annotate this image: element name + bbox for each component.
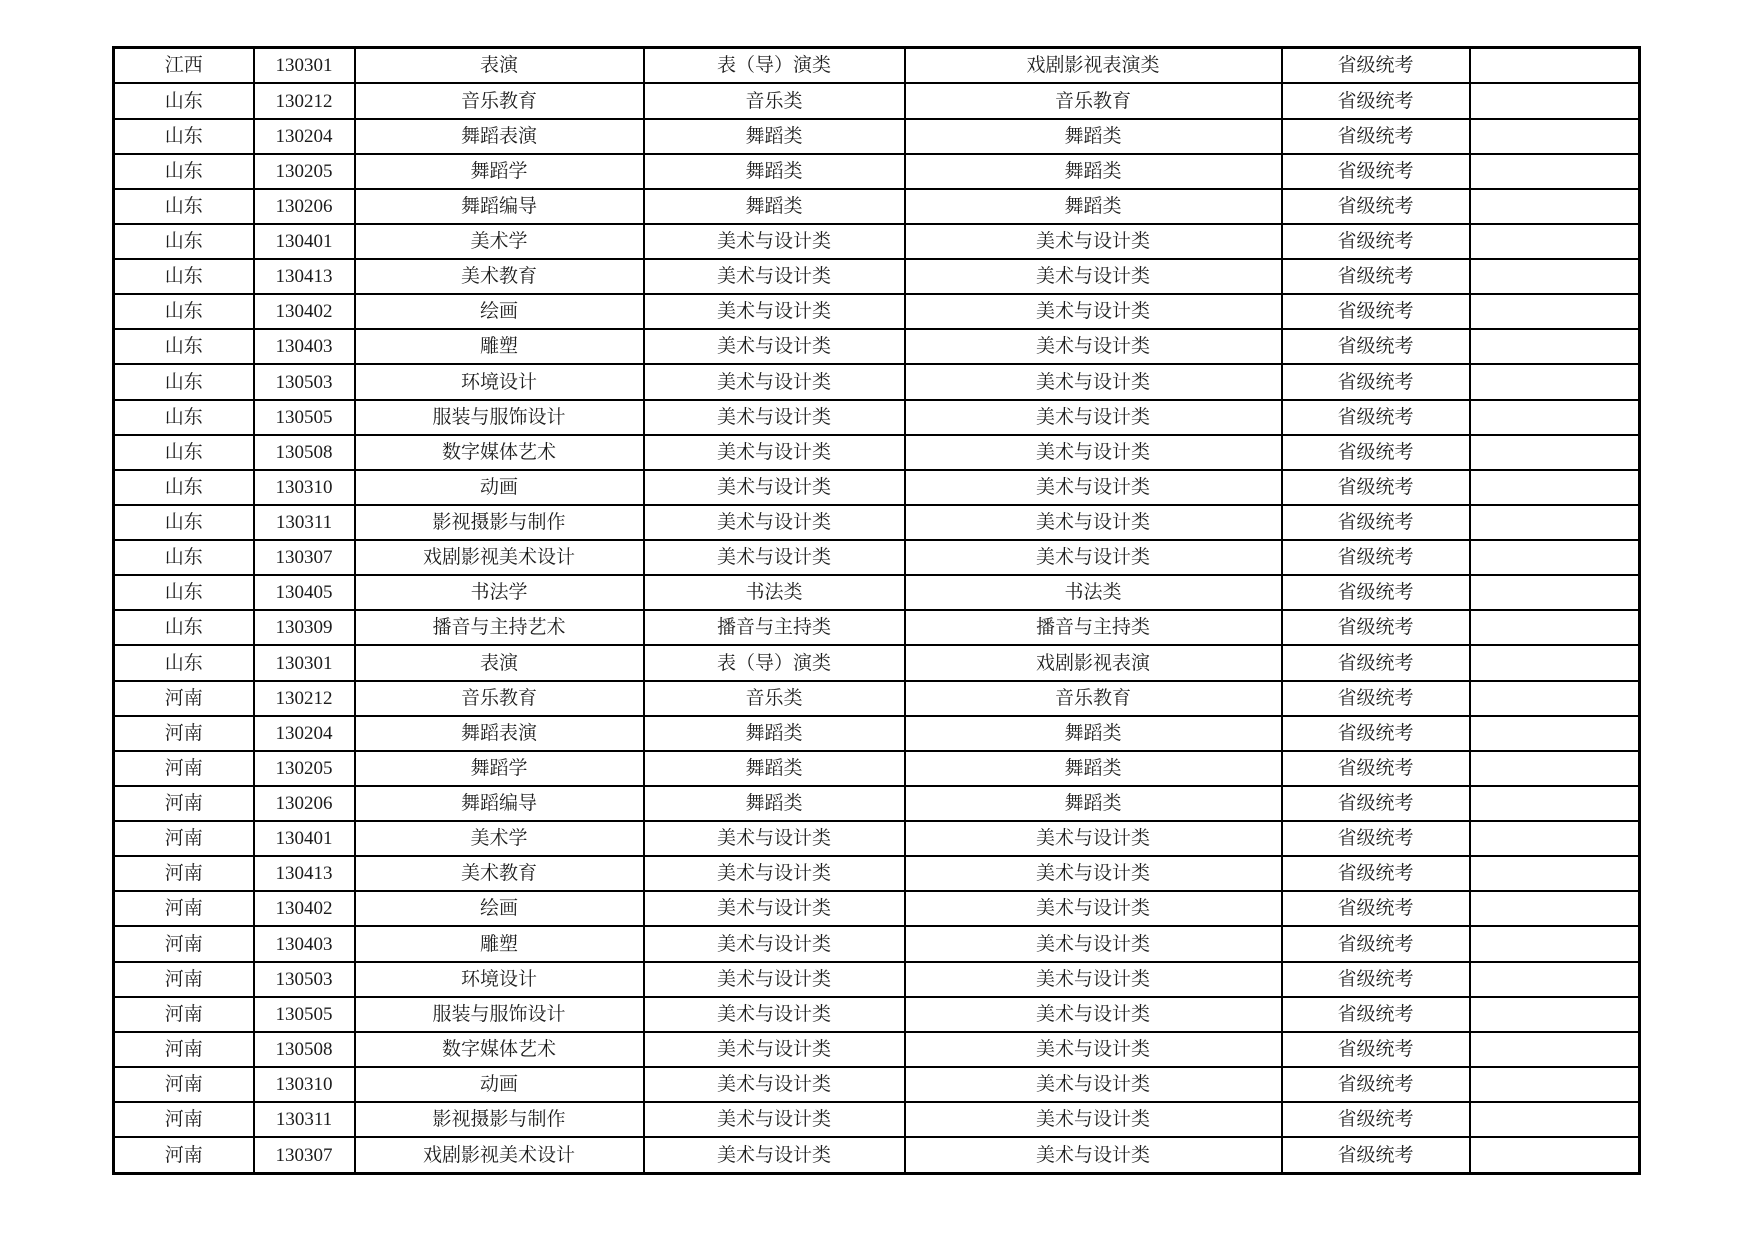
cell-major-code: 130505 (254, 400, 355, 435)
cell-major-name: 雕塑 (355, 329, 644, 364)
cell-major-code: 130206 (254, 189, 355, 224)
cell-province: 河南 (114, 821, 254, 856)
cell-exam-type: 省级统考 (1282, 821, 1470, 856)
cell-major-code: 130413 (254, 259, 355, 294)
cell-major-code: 130301 (254, 48, 355, 84)
cell-major-name: 美术教育 (355, 856, 644, 891)
cell-province: 河南 (114, 926, 254, 961)
cell-exam-subcategory: 美术与设计类 (905, 259, 1282, 294)
cell-major-code: 130309 (254, 610, 355, 645)
cell-exam-category: 美术与设计类 (644, 1137, 905, 1173)
cell-major-name: 环境设计 (355, 962, 644, 997)
cell-major-name: 舞蹈编导 (355, 189, 644, 224)
table-row (114, 224, 1640, 259)
cell-province: 山东 (114, 364, 254, 399)
cell-province: 山东 (114, 610, 254, 645)
cell-exam-type: 省级统考 (1282, 786, 1470, 821)
cell-exam-subcategory: 音乐教育 (905, 83, 1282, 118)
cell-note (1470, 681, 1640, 716)
cell-exam-subcategory: 戏剧影视表演类 (905, 48, 1282, 84)
cell-exam-category: 美术与设计类 (644, 294, 905, 329)
cell-note (1470, 189, 1640, 224)
cell-province: 河南 (114, 1067, 254, 1102)
cell-major-name: 绘画 (355, 891, 644, 926)
cell-exam-subcategory: 美术与设计类 (905, 1102, 1282, 1137)
cell-exam-category: 美术与设计类 (644, 329, 905, 364)
cell-note (1470, 364, 1640, 399)
cell-exam-category: 舞蹈类 (644, 716, 905, 751)
cell-exam-type: 省级统考 (1282, 751, 1470, 786)
table-row (114, 821, 1640, 856)
cell-note (1470, 435, 1640, 470)
cell-note (1470, 997, 1640, 1032)
cell-major-name: 环境设计 (355, 364, 644, 399)
cell-exam-category: 舞蹈类 (644, 119, 905, 154)
cell-major-code: 130307 (254, 540, 355, 575)
cell-note (1470, 470, 1640, 505)
cell-exam-category: 美术与设计类 (644, 1102, 905, 1137)
cell-exam-category: 音乐类 (644, 681, 905, 716)
cell-exam-category: 美术与设计类 (644, 997, 905, 1032)
cell-exam-category: 美术与设计类 (644, 821, 905, 856)
cell-major-code: 130310 (254, 1067, 355, 1102)
cell-province: 山东 (114, 400, 254, 435)
cell-exam-category: 美术与设计类 (644, 505, 905, 540)
cell-note (1470, 1102, 1640, 1137)
cell-major-code: 130310 (254, 470, 355, 505)
cell-exam-type: 省级统考 (1282, 716, 1470, 751)
table-row (114, 154, 1640, 189)
cell-exam-category: 舞蹈类 (644, 786, 905, 821)
cell-note (1470, 259, 1640, 294)
cell-province: 河南 (114, 681, 254, 716)
cell-major-name: 绘画 (355, 294, 644, 329)
cell-major-code: 130311 (254, 1102, 355, 1137)
cell-exam-subcategory: 美术与设计类 (905, 435, 1282, 470)
cell-province: 山东 (114, 645, 254, 680)
cell-exam-category: 美术与设计类 (644, 926, 905, 961)
cell-major-code: 130413 (254, 856, 355, 891)
cell-exam-subcategory: 音乐教育 (905, 681, 1282, 716)
cell-exam-type: 省级统考 (1282, 645, 1470, 680)
cell-major-code: 130503 (254, 962, 355, 997)
table-row (114, 891, 1640, 926)
cell-province: 山东 (114, 154, 254, 189)
cell-exam-type: 省级统考 (1282, 329, 1470, 364)
cell-note (1470, 1067, 1640, 1102)
cell-province: 山东 (114, 435, 254, 470)
cell-province: 河南 (114, 891, 254, 926)
cell-exam-type: 省级统考 (1282, 962, 1470, 997)
cell-exam-type: 省级统考 (1282, 154, 1470, 189)
cell-exam-subcategory: 美术与设计类 (905, 329, 1282, 364)
table-row (114, 962, 1640, 997)
cell-major-name: 表演 (355, 48, 644, 84)
cell-exam-type: 省级统考 (1282, 364, 1470, 399)
cell-exam-type: 省级统考 (1282, 891, 1470, 926)
cell-exam-subcategory: 播音与主持类 (905, 610, 1282, 645)
cell-note (1470, 48, 1640, 84)
cell-exam-category: 美术与设计类 (644, 1032, 905, 1067)
cell-major-code: 130403 (254, 926, 355, 961)
cell-exam-subcategory: 舞蹈类 (905, 786, 1282, 821)
cell-exam-category: 美术与设计类 (644, 224, 905, 259)
cell-major-code: 130301 (254, 645, 355, 680)
cell-province: 山东 (114, 294, 254, 329)
majors-table-body (114, 48, 1640, 1174)
table-row (114, 259, 1640, 294)
cell-major-name: 舞蹈表演 (355, 716, 644, 751)
cell-exam-type: 省级统考 (1282, 540, 1470, 575)
table-row (114, 83, 1640, 118)
cell-major-name: 影视摄影与制作 (355, 505, 644, 540)
cell-major-code: 130508 (254, 1032, 355, 1067)
cell-major-name: 服装与服饰设计 (355, 400, 644, 435)
cell-exam-category: 美术与设计类 (644, 435, 905, 470)
table-row (114, 856, 1640, 891)
cell-note (1470, 856, 1640, 891)
cell-note (1470, 926, 1640, 961)
table-row (114, 505, 1640, 540)
cell-major-name: 播音与主持艺术 (355, 610, 644, 645)
cell-exam-type: 省级统考 (1282, 48, 1470, 84)
cell-province: 河南 (114, 1032, 254, 1067)
cell-exam-subcategory: 美术与设计类 (905, 891, 1282, 926)
cell-exam-type: 省级统考 (1282, 259, 1470, 294)
cell-major-code: 130204 (254, 119, 355, 154)
cell-major-code: 130205 (254, 751, 355, 786)
cell-major-code: 130212 (254, 681, 355, 716)
cell-exam-type: 省级统考 (1282, 470, 1470, 505)
table-row (114, 470, 1640, 505)
cell-note (1470, 962, 1640, 997)
cell-province: 山东 (114, 575, 254, 610)
cell-province: 山东 (114, 83, 254, 118)
cell-note (1470, 645, 1640, 680)
cell-exam-type: 省级统考 (1282, 83, 1470, 118)
cell-major-code: 130307 (254, 1137, 355, 1173)
cell-exam-category: 舞蹈类 (644, 154, 905, 189)
cell-exam-subcategory: 美术与设计类 (905, 997, 1282, 1032)
cell-note (1470, 294, 1640, 329)
cell-exam-type: 省级统考 (1282, 119, 1470, 154)
cell-note (1470, 751, 1640, 786)
cell-exam-type: 省级统考 (1282, 294, 1470, 329)
cell-province: 江西 (114, 48, 254, 84)
cell-major-name: 表演 (355, 645, 644, 680)
cell-major-code: 130204 (254, 716, 355, 751)
table-row (114, 716, 1640, 751)
cell-exam-type: 省级统考 (1282, 926, 1470, 961)
table-row (114, 435, 1640, 470)
cell-exam-subcategory: 美术与设计类 (905, 540, 1282, 575)
table-row (114, 400, 1640, 435)
cell-exam-subcategory: 美术与设计类 (905, 364, 1282, 399)
cell-major-code: 130503 (254, 364, 355, 399)
cell-major-code: 130403 (254, 329, 355, 364)
cell-exam-type: 省级统考 (1282, 224, 1470, 259)
table-row (114, 1102, 1640, 1137)
table-row (114, 48, 1640, 84)
cell-exam-type: 省级统考 (1282, 856, 1470, 891)
cell-major-name: 舞蹈表演 (355, 119, 644, 154)
cell-major-name: 戏剧影视美术设计 (355, 540, 644, 575)
cell-exam-subcategory: 美术与设计类 (905, 926, 1282, 961)
cell-major-code: 130402 (254, 891, 355, 926)
table-row (114, 1067, 1640, 1102)
cell-major-code: 130405 (254, 575, 355, 610)
table-row (114, 1137, 1640, 1173)
cell-note (1470, 329, 1640, 364)
cell-major-code: 130505 (254, 997, 355, 1032)
cell-exam-category: 表（导）演类 (644, 48, 905, 84)
cell-exam-subcategory: 美术与设计类 (905, 962, 1282, 997)
cell-exam-subcategory: 美术与设计类 (905, 856, 1282, 891)
cell-major-name: 服装与服饰设计 (355, 997, 644, 1032)
cell-exam-subcategory: 美术与设计类 (905, 1032, 1282, 1067)
cell-note (1470, 505, 1640, 540)
table-row (114, 294, 1640, 329)
cell-exam-subcategory: 美术与设计类 (905, 505, 1282, 540)
cell-province: 山东 (114, 189, 254, 224)
cell-exam-category: 美术与设计类 (644, 540, 905, 575)
cell-major-name: 戏剧影视美术设计 (355, 1137, 644, 1173)
cell-major-name: 动画 (355, 1067, 644, 1102)
cell-exam-subcategory: 美术与设计类 (905, 224, 1282, 259)
cell-major-code: 130212 (254, 83, 355, 118)
cell-exam-category: 表（导）演类 (644, 645, 905, 680)
cell-note (1470, 119, 1640, 154)
cell-major-name: 舞蹈学 (355, 751, 644, 786)
cell-exam-subcategory: 舞蹈类 (905, 716, 1282, 751)
cell-major-code: 130311 (254, 505, 355, 540)
cell-note (1470, 224, 1640, 259)
cell-major-name: 雕塑 (355, 926, 644, 961)
cell-major-name: 舞蹈编导 (355, 786, 644, 821)
table-row (114, 119, 1640, 154)
majors-table (112, 46, 1641, 1175)
cell-major-name: 美术学 (355, 821, 644, 856)
table-row (114, 681, 1640, 716)
cell-exam-category: 美术与设计类 (644, 259, 905, 294)
table-row (114, 645, 1640, 680)
table-row (114, 997, 1640, 1032)
cell-exam-type: 省级统考 (1282, 1102, 1470, 1137)
cell-major-code: 130508 (254, 435, 355, 470)
cell-major-name: 舞蹈学 (355, 154, 644, 189)
table-row (114, 540, 1640, 575)
cell-exam-subcategory: 美术与设计类 (905, 1137, 1282, 1173)
cell-note (1470, 540, 1640, 575)
cell-province: 河南 (114, 751, 254, 786)
cell-note (1470, 821, 1640, 856)
cell-major-code: 130401 (254, 224, 355, 259)
cell-major-name: 书法学 (355, 575, 644, 610)
cell-exam-category: 美术与设计类 (644, 470, 905, 505)
cell-note (1470, 1137, 1640, 1173)
cell-province: 河南 (114, 716, 254, 751)
table-row (114, 575, 1640, 610)
cell-major-name: 音乐教育 (355, 83, 644, 118)
table-row (114, 364, 1640, 399)
cell-exam-type: 省级统考 (1282, 189, 1470, 224)
cell-province: 河南 (114, 856, 254, 891)
cell-exam-type: 省级统考 (1282, 997, 1470, 1032)
cell-note (1470, 83, 1640, 118)
table-row (114, 786, 1640, 821)
cell-exam-category: 美术与设计类 (644, 400, 905, 435)
table-row (114, 1032, 1640, 1067)
cell-major-name: 影视摄影与制作 (355, 1102, 644, 1137)
cell-major-code: 130402 (254, 294, 355, 329)
cell-exam-type: 省级统考 (1282, 435, 1470, 470)
cell-exam-subcategory: 舞蹈类 (905, 154, 1282, 189)
cell-note (1470, 1032, 1640, 1067)
cell-note (1470, 610, 1640, 645)
cell-note (1470, 575, 1640, 610)
cell-exam-type: 省级统考 (1282, 575, 1470, 610)
cell-province: 山东 (114, 329, 254, 364)
cell-exam-type: 省级统考 (1282, 400, 1470, 435)
cell-exam-subcategory: 美术与设计类 (905, 294, 1282, 329)
cell-major-name: 美术学 (355, 224, 644, 259)
cell-exam-subcategory: 美术与设计类 (905, 821, 1282, 856)
cell-province: 河南 (114, 786, 254, 821)
cell-exam-subcategory: 美术与设计类 (905, 470, 1282, 505)
cell-exam-category: 音乐类 (644, 83, 905, 118)
table-row (114, 751, 1640, 786)
cell-exam-category: 舞蹈类 (644, 189, 905, 224)
cell-province: 山东 (114, 505, 254, 540)
cell-major-code: 130205 (254, 154, 355, 189)
cell-exam-type: 省级统考 (1282, 610, 1470, 645)
cell-province: 山东 (114, 224, 254, 259)
cell-province: 山东 (114, 259, 254, 294)
cell-exam-category: 美术与设计类 (644, 364, 905, 399)
cell-province: 河南 (114, 1137, 254, 1173)
cell-exam-type: 省级统考 (1282, 1032, 1470, 1067)
cell-exam-type: 省级统考 (1282, 1067, 1470, 1102)
cell-province: 河南 (114, 962, 254, 997)
cell-exam-subcategory: 美术与设计类 (905, 400, 1282, 435)
cell-note (1470, 400, 1640, 435)
table-row (114, 189, 1640, 224)
cell-exam-subcategory: 舞蹈类 (905, 189, 1282, 224)
cell-major-name: 数字媒体艺术 (355, 435, 644, 470)
cell-exam-category: 美术与设计类 (644, 962, 905, 997)
cell-exam-category: 美术与设计类 (644, 891, 905, 926)
cell-note (1470, 891, 1640, 926)
cell-exam-subcategory: 舞蹈类 (905, 751, 1282, 786)
cell-exam-type: 省级统考 (1282, 681, 1470, 716)
cell-province: 河南 (114, 1102, 254, 1137)
cell-note (1470, 716, 1640, 751)
cell-exam-category: 书法类 (644, 575, 905, 610)
cell-province: 山东 (114, 119, 254, 154)
cell-exam-category: 舞蹈类 (644, 751, 905, 786)
cell-note (1470, 786, 1640, 821)
table-row (114, 329, 1640, 364)
cell-major-name: 美术教育 (355, 259, 644, 294)
cell-major-name: 动画 (355, 470, 644, 505)
cell-major-name: 音乐教育 (355, 681, 644, 716)
cell-major-name: 数字媒体艺术 (355, 1032, 644, 1067)
cell-exam-type: 省级统考 (1282, 505, 1470, 540)
cell-exam-category: 美术与设计类 (644, 1067, 905, 1102)
table-row (114, 610, 1640, 645)
cell-province: 山东 (114, 540, 254, 575)
cell-province: 河南 (114, 997, 254, 1032)
cell-exam-category: 播音与主持类 (644, 610, 905, 645)
cell-note (1470, 154, 1640, 189)
cell-exam-type: 省级统考 (1282, 1137, 1470, 1173)
cell-exam-subcategory: 书法类 (905, 575, 1282, 610)
cell-major-code: 130206 (254, 786, 355, 821)
cell-exam-subcategory: 舞蹈类 (905, 119, 1282, 154)
cell-province: 山东 (114, 470, 254, 505)
cell-exam-subcategory: 美术与设计类 (905, 1067, 1282, 1102)
table-row (114, 926, 1640, 961)
cell-exam-subcategory: 戏剧影视表演 (905, 645, 1282, 680)
cell-exam-category: 美术与设计类 (644, 856, 905, 891)
cell-major-code: 130401 (254, 821, 355, 856)
